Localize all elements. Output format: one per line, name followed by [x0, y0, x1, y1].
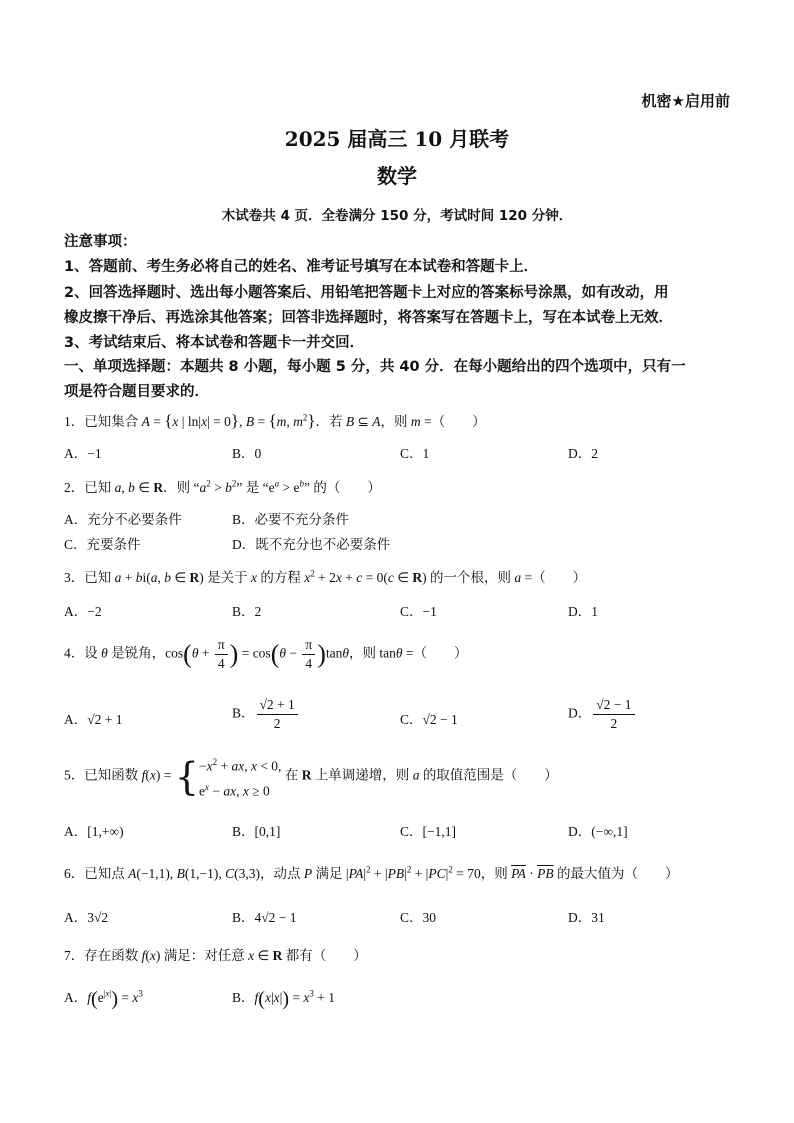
q4-option-c: C．√2 − 1: [400, 712, 458, 727]
question-1: 1．已知集合 A = {x | ln|x| = 0}, B = {m, $m^2$}．若 B ⊆ A，则 m =（ ）: [64, 411, 486, 430]
subject-title: 数学: [377, 164, 417, 188]
question-7: 7．存在函数 f(x) 满足：对任意 x ∈ R 都有（ ）: [64, 948, 367, 963]
q6-option-c: C．30: [400, 910, 437, 925]
note-3: 3、考试结束后、将本试卷和答题卡一并交回．: [64, 335, 365, 351]
q4-option-b: B． $\frac{√2 + 1}{2}$: [232, 696, 300, 733]
exam-info: 木试卷共 4 页．全卷满分 150 分，考试时间 120 分钟．: [221, 208, 573, 224]
q5-option-a: A．[1,+∞): [64, 824, 124, 839]
q3-option-a: A．−2: [64, 604, 102, 619]
q4-option-a: A．√2 + 1: [64, 712, 123, 727]
q6-option-d: D．31: [568, 910, 605, 925]
q2-option-c: C．充要条件: [64, 537, 141, 552]
section-1-line-1: 一、单项选择题：本题共 8 小题，每小题 5 分，共 40 分．在每小题给出的四个选项中，只有一: [64, 359, 686, 375]
q5-option-b: B．[0,1]: [232, 824, 281, 839]
q1-option-b: B．0: [232, 446, 262, 461]
q3-option-c: C．−1: [400, 604, 437, 619]
question-2: 2．已知 a, b ∈ R．则 “$a^2 > b^2$” 是 “$e^a > e^b$” 的（ ）: [64, 478, 381, 495]
note-1: 1、答题前、考生务必将自己的姓名、准考证号填写在本试卷和答题卡上．: [64, 259, 539, 275]
q7-option-a: A．$f(e^{|x|}) = x^3$: [64, 987, 143, 1010]
question-3: 3．已知 a + bi(a, b ∈ R) 是关于 x 的方程 $x^2 + 2x + c = 0(c$ ∈ R) 的一个根，则 a =（ ）: [64, 568, 587, 585]
exam-title: 2025 届高三 10 月联考: [284, 127, 510, 151]
q2-option-b: B．必要不充分条件: [232, 512, 350, 527]
q1-option-c: C．1: [400, 446, 430, 461]
q7-option-b: B．$f(x|x|) = x^3 + 1$: [232, 987, 336, 1010]
q3-option-b: B．2: [232, 604, 262, 619]
note-2-line-2: 橡皮擦干净后、再选涂其他答案；回答非选择题时，将答案写在答题卡上，写在本试卷上无效．: [64, 310, 673, 326]
q5-option-d: D．(−∞,1]: [568, 824, 628, 839]
confidential-label: 机密★启用前: [641, 92, 730, 110]
notes-heading: 注意事项：: [64, 234, 137, 250]
note-2-line-1: 2、回答选择题时、选出每小题答案后、用铅笔把答题卡上对应的答案标号涂黑，如有改动，用: [64, 285, 669, 301]
q5-option-c: C．[−1,1]: [400, 824, 456, 839]
q2-option-a: A．充分不必要条件: [64, 512, 182, 527]
question-6: 6．已知点 A(−1,1), B(1,−1), C(3,3)，动点 P 满足 $|PA|^2 + |PB|^2 + |PC|^2 = 70$，则 $\overline{PA} \cdot \overline{PB}$ 的最大值为（ ）: [64, 864, 679, 881]
q6-option-b: B．4√2 − 1: [232, 910, 297, 925]
q4-option-d: D． $\frac{√2 - 1}{2}$: [568, 696, 637, 733]
q1-option-d: D．2: [568, 446, 598, 461]
q1-option-a: A．−1: [64, 446, 102, 461]
question-5: 5．已知函数 $f(x) = \{-x^2$ + ax, x < 0, $e^x$ − ax, x ≥ 0 在 R 上单调递增，则 a 的取值范围是（ ）: [64, 754, 558, 799]
section-1-line-2: 项是符合题目要求的．: [64, 384, 209, 400]
question-4: 4．设 θ 是锐角，cos(θ + $\frac{\pi}{4}$ ) = cos(θ − $\frac{\pi}{4}$ )tanθ，则 tanθ =（ ）: [64, 637, 468, 671]
q3-option-d: D．1: [568, 604, 598, 619]
q6-option-a: A．3√2: [64, 910, 109, 925]
q2-option-d: D．既不充分也不必要条件: [232, 537, 391, 552]
